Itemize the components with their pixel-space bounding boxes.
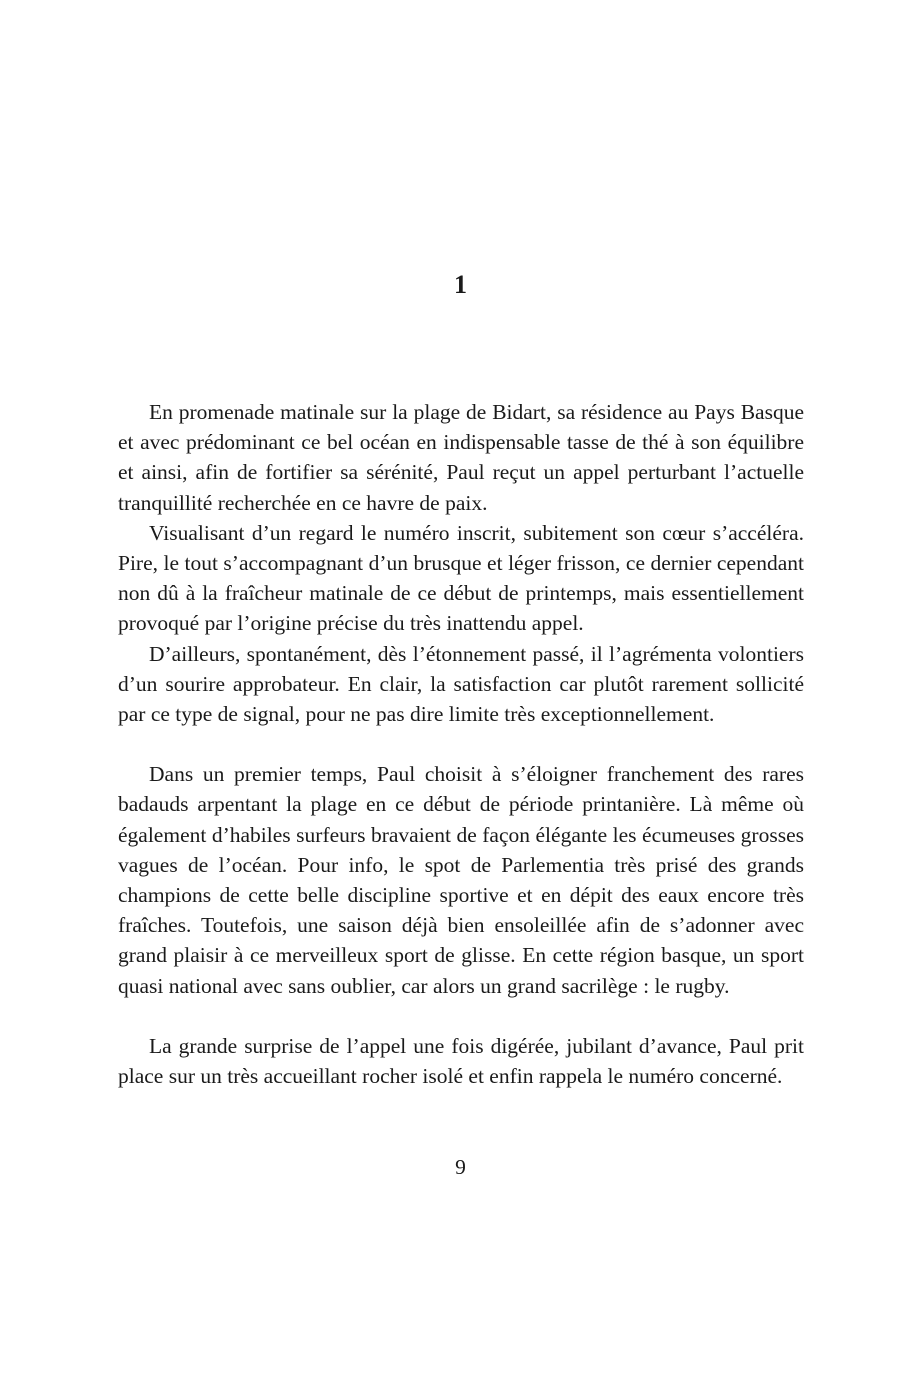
paragraph-4: Dans un premier temps, Paul choisit à s’éloigner franchement des rares badauds arpentant la plage en ce début de période printanière. Là même où également d’habiles surfeurs bravaient de façon élégante les écumeuses grosses vagues de l’océan. Pour info, le spot de Parlementia très prisé des grands champions de cette belle discipline sportive et en dépit des eaux encore très fraîches. Toutefois, une saison déjà bien ensoleillée afin de s’adonner avec grand plaisir à ce merveilleux sport de glisse. En cette région basque, un sport quasi national avec sans oublier, car alors un grand sacrilège : le rugby.: [118, 762, 804, 998]
section-gap: [118, 729, 804, 759]
paragraph-3: D’ailleurs, spontanément, dès l’étonnement passé, il l’agrémenta volontiers d’un sourire approbateur. En clair, la satisfaction car plutôt rarement sollicité par ce type de signal, pour ne pas dire limite très exceptionnellement.: [118, 641, 804, 727]
page-number: 9: [455, 1155, 466, 1179]
paragraph-2: Visualisant d’un regard le numéro inscrit, subitement son cœur s’accéléra. Pire, le tout s’accompagnant d’un brusque et léger frisson, ce dernier cependant non dû à la fraîcheur matinale de ce début de printemps, mais essentiellement provoqué par l’origine précise du très inattendu appel.: [118, 520, 804, 636]
chapter-text: [118, 397, 804, 1091]
chapter-number: 1: [454, 270, 467, 299]
paragraph-5: La grande surprise de l’appel une fois digérée, jubilant d’avance, Paul prit place sur un très accueillant rocher isolé et enfin rappela le numéro concerné.: [118, 1033, 804, 1089]
section-gap: [118, 1001, 804, 1031]
paragraph-1: En promenade matinale sur la plage de Bidart, sa résidence au Pays Basque et avec prédominant ce bel océan en indispensable tasse de thé à son équilibre et ainsi, afin de fortifier sa sérénité, Paul reçut un appel perturbant l’actuelle tranquillité recherchée en ce havre de paix.: [118, 400, 804, 515]
